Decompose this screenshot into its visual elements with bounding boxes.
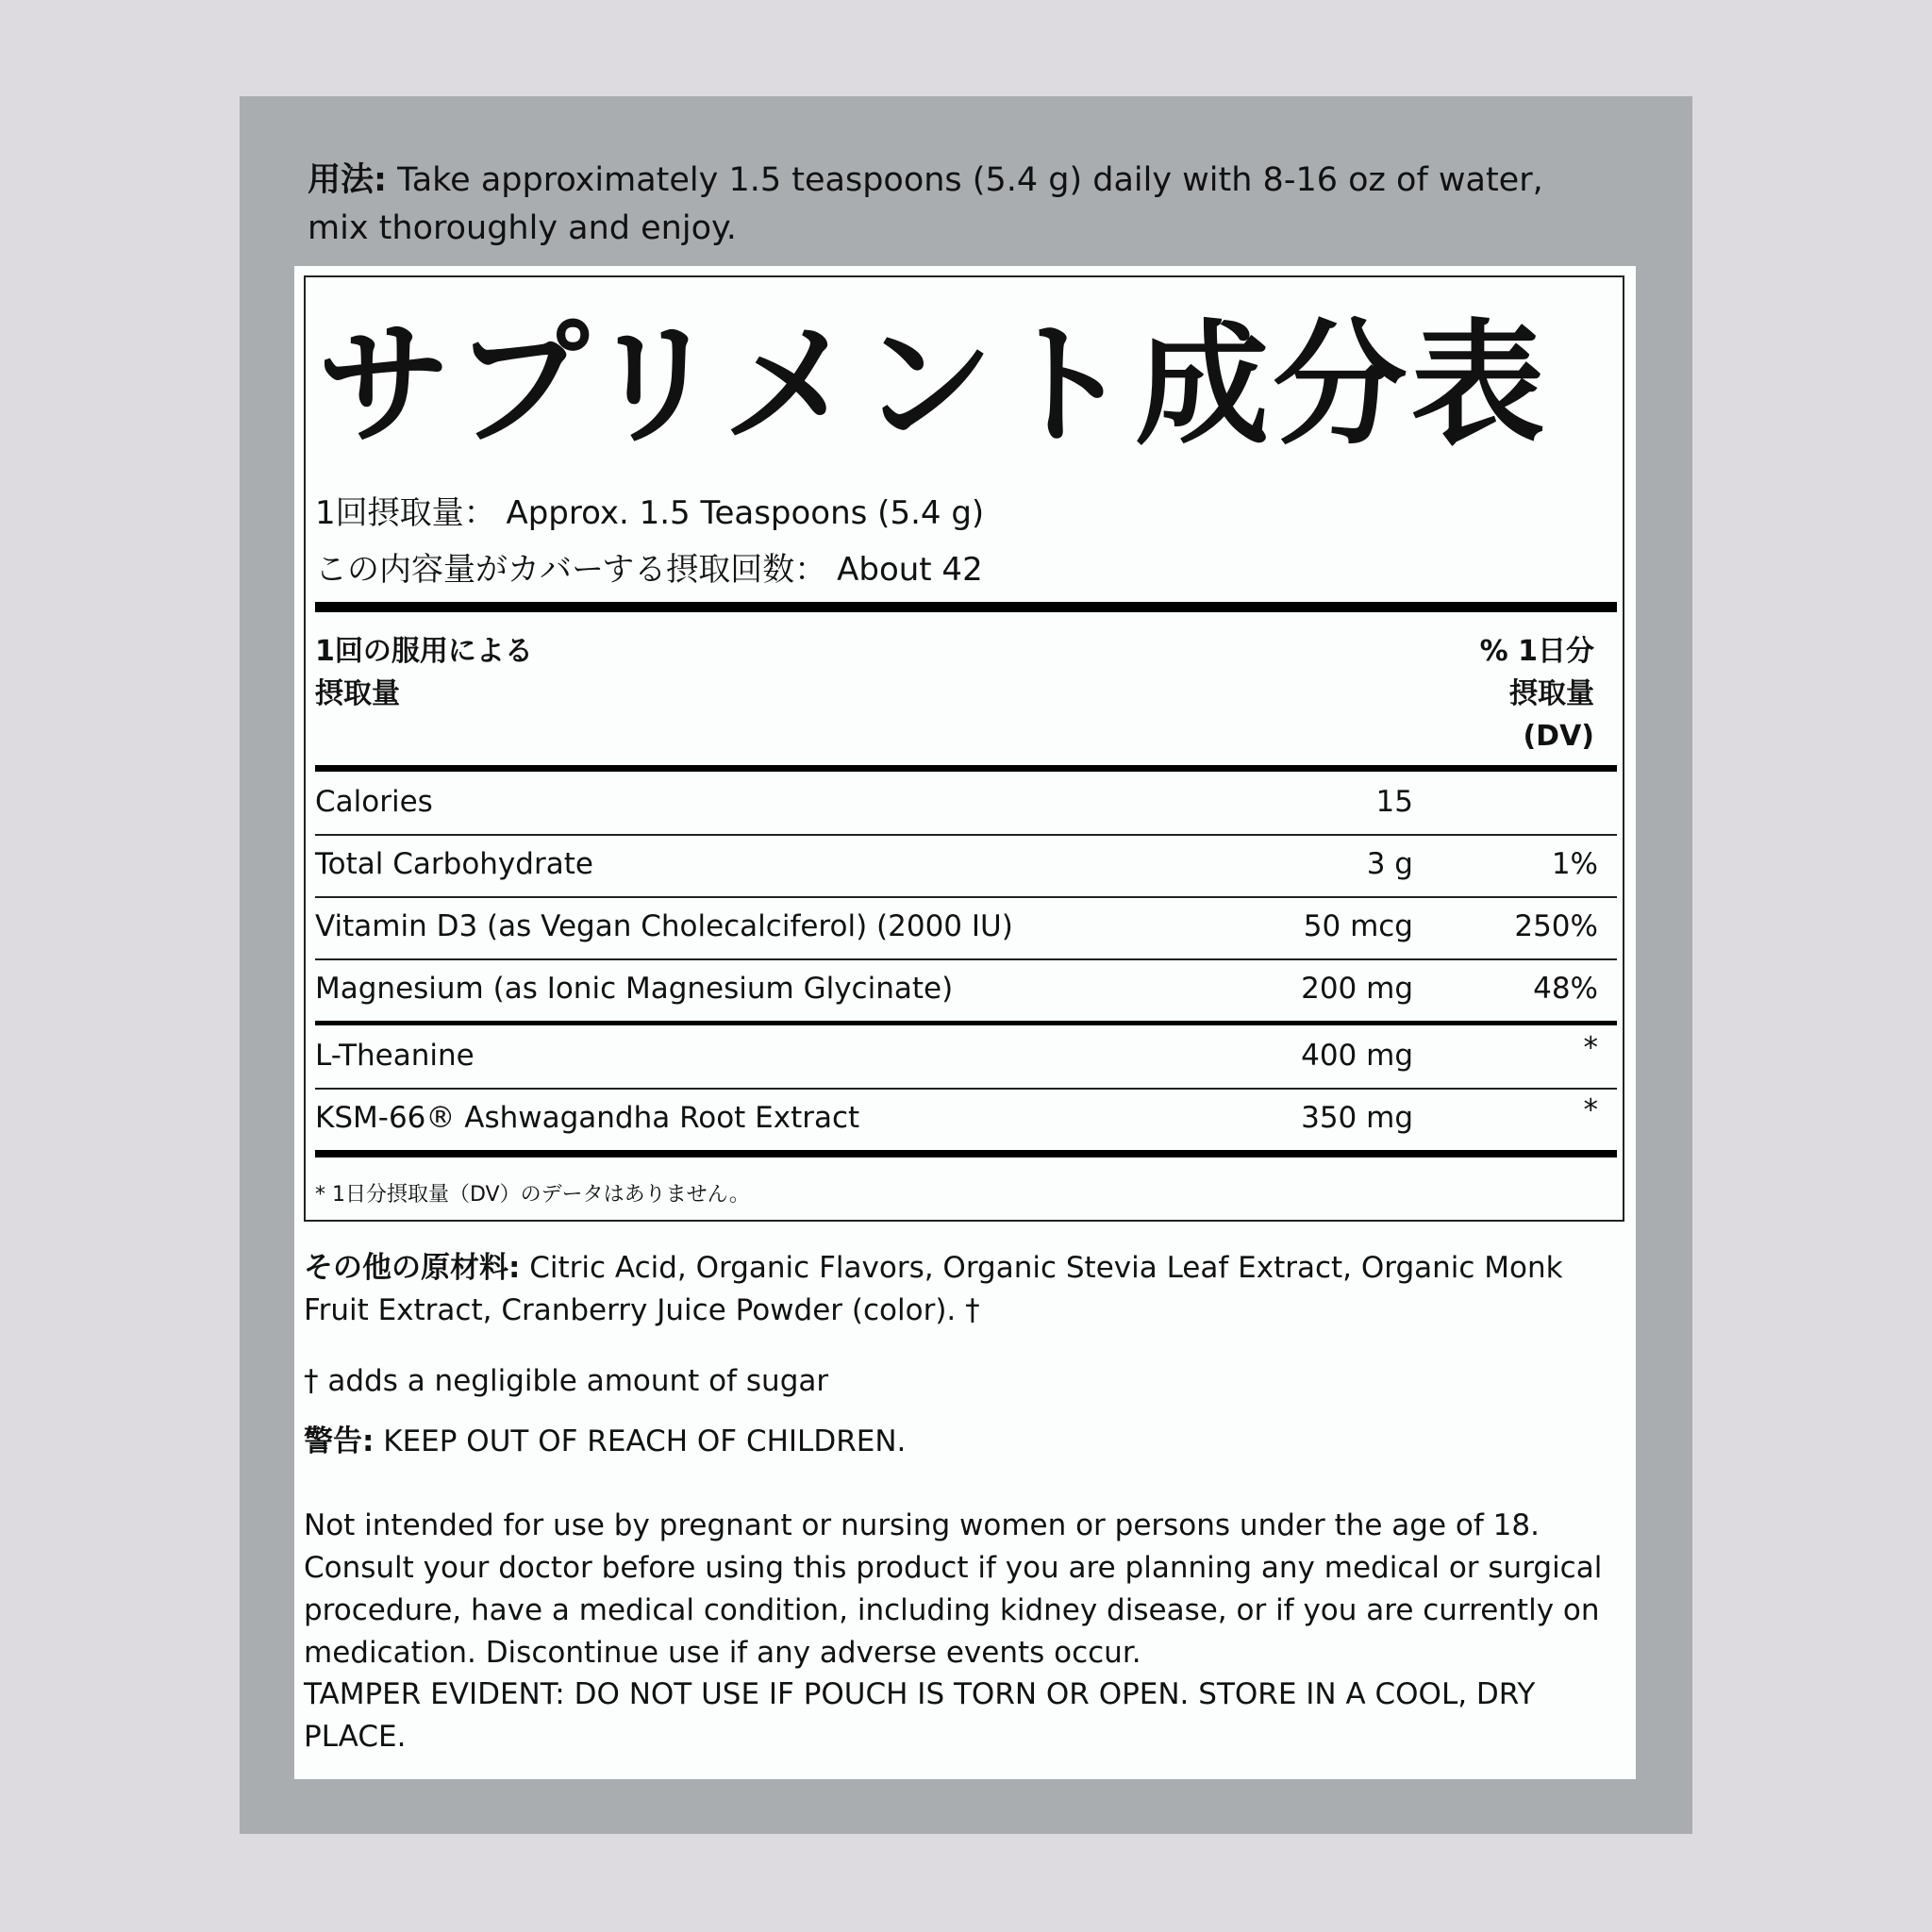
- thick-rule: [315, 602, 1617, 612]
- dv-footnote: * 1日分摂取量（DV）のデータはありません。: [315, 1183, 750, 1207]
- nutrient-amount: 400 mg: [1301, 1039, 1413, 1073]
- directions-body: Take approximately 1.5 teaspoons (5.4 g) daily with 8-16 oz of water, mix thoroughly and enjoy.: [308, 161, 1543, 247]
- header-rule: [315, 765, 1617, 772]
- nutrient-amount: 50 mcg: [1303, 909, 1413, 943]
- warning-text: KEEP OUT OF REACH OF CHILDREN.: [374, 1424, 907, 1458]
- table-row: [315, 834, 1617, 898]
- nutrient-name: KSM-66® Ashwagandha Root Extract: [315, 1101, 860, 1135]
- label-panel: [240, 96, 1692, 1834]
- warning: [304, 1421, 1624, 1463]
- nutrient-name: Magnesium (as Ionic Magnesium Glycinate): [315, 972, 954, 1006]
- nutrient-name: Total Carbohydrate: [315, 847, 593, 881]
- directions-text: [308, 157, 1572, 253]
- other-ingredients-label: その他の原材料:: [304, 1251, 521, 1285]
- bottom-rule: [315, 1150, 1617, 1158]
- nutrient-name: L-Theanine: [315, 1039, 475, 1073]
- nutrient-name: Vitamin D3 (as Vegan Cholecalciferol) (2000 IU): [315, 909, 1013, 943]
- amount-per-serving-header: 1回の服用による 摂取量: [315, 635, 533, 710]
- nutrient-name: Calories: [315, 785, 433, 819]
- servings-per-container: この内容量がカバーする摂取回数： About 42: [315, 551, 983, 589]
- other-ingredients: [304, 1247, 1624, 1332]
- nutrient-amount: 200 mg: [1301, 972, 1413, 1006]
- warning-label: 警告:: [304, 1424, 375, 1458]
- nutrient-amount: 3 g: [1366, 847, 1413, 881]
- table-row: [315, 1025, 1617, 1090]
- other-ingredients-text: Citric Acid, Organic Flavors, Organic Stevia Leaf Extract, Organic Monk Fruit Extract, Cranberry Juice Powder (color). †: [304, 1251, 1563, 1327]
- table-row: [315, 1088, 1617, 1152]
- tamper-text: TAMPER EVIDENT: DO NOT USE IF POUCH IS TORN OR OPEN. STORE IN A COOL, DRY PLACE.: [304, 1677, 1536, 1754]
- facts-title: サプリメント成分表: [317, 308, 1549, 463]
- table-row: [315, 958, 1617, 1025]
- nutrient-amount: 350 mg: [1301, 1101, 1413, 1135]
- nutrient-dv: 48%: [1533, 972, 1598, 1006]
- table-row: [315, 772, 1617, 836]
- supplement-facts-box: [304, 275, 1624, 1222]
- directions-label: 用法:: [308, 161, 387, 199]
- nutrient-dv: 250%: [1514, 909, 1598, 943]
- nutrient-dv: *: [1583, 1031, 1598, 1065]
- nutrient-dv: 1%: [1551, 847, 1598, 881]
- label-content: [294, 266, 1636, 1779]
- serving-size: 1回摂取量： Approx. 1.5 Teaspoons (5.4 g): [315, 494, 985, 532]
- sugar-note: † adds a negligible amount of sugar: [304, 1364, 829, 1398]
- nutrient-amount: 15: [1375, 785, 1413, 819]
- caution-text: Not intended for use by pregnant or nursing women or persons under the age of 18. Consult your doctor before using this product if you are planning any medical or surgical procedure, have a medical condition, including kidney disease, or if you are currently on medication. Discontinue use if any adverse events occur.: [304, 1508, 1603, 1670]
- table-row: [315, 896, 1617, 960]
- daily-value-header: % 1日分 摂取量 (DV): [1479, 635, 1594, 753]
- nutrient-dv: *: [1583, 1093, 1598, 1127]
